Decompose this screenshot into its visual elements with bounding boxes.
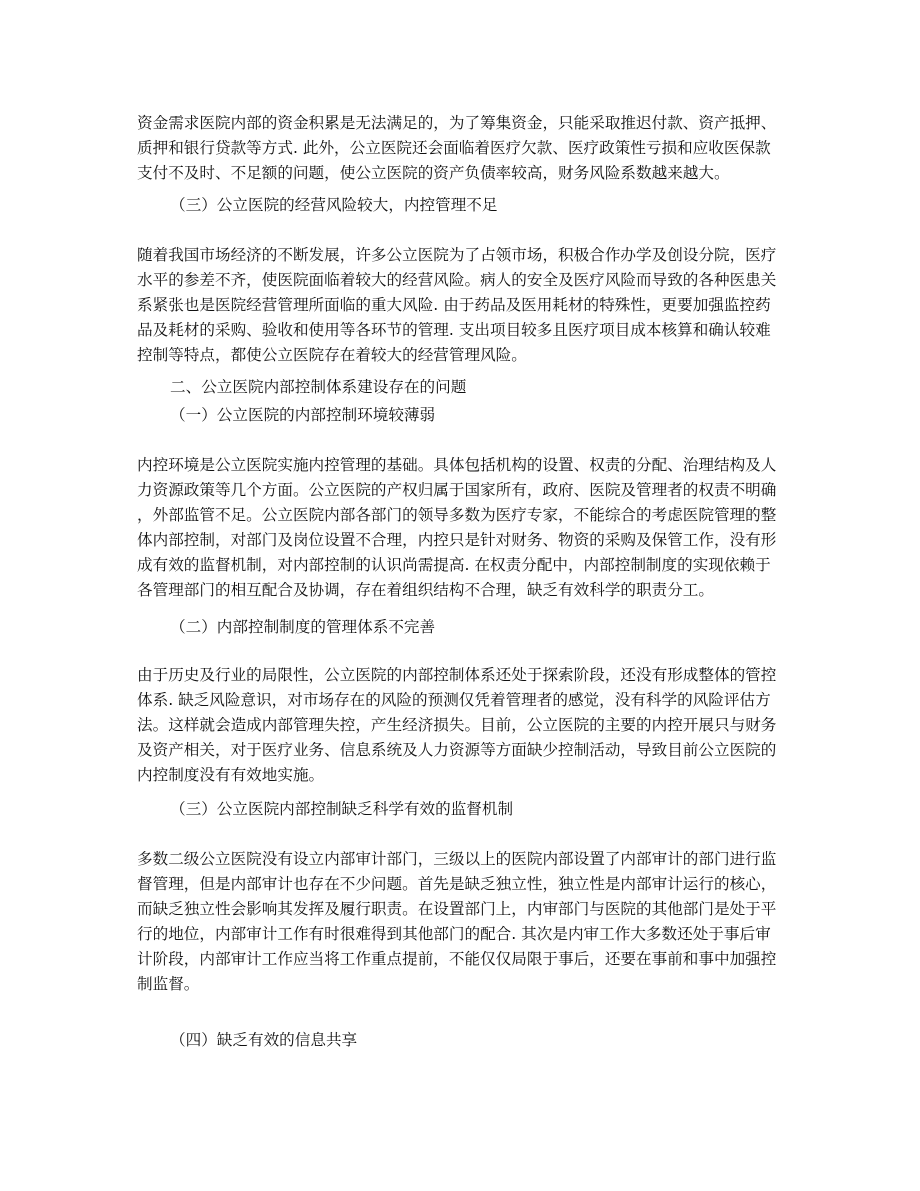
text-line: 成有效的监督机制，对内部控制的认识尚需提高. 在权责分配中，内部控制制度的实现依赖于 xyxy=(137,556,771,574)
text-line: 力资源政策等几个方面。公立医院的产权归属于国家所有，政府、医院及管理者的权责不明确 xyxy=(137,481,777,499)
text-line: 内控制度没有有效地实施。 xyxy=(137,766,325,784)
text-line: 各管理部门的相互配合及协调，存在着组织结构不合理，缺乏有效科学的职责分工。 xyxy=(137,581,714,599)
paragraph-operating-risk xyxy=(137,243,787,368)
text-line: 督管理，但是内部审计也存在不少问题。首先是缺乏独立性，独立性是内部审计运行的核心， xyxy=(137,875,777,893)
text-line: 控制等特点，都使公立医院存在着较大的经营管理风险。 xyxy=(137,346,527,364)
chapter-heading-problems: 二、公立医院内部控制体系建设存在的问题 xyxy=(170,378,467,396)
text-line: 法。这样就会造成内部管理失控，产生经济损失。目前，公立医院的主要的内控开展只与财务 xyxy=(137,716,777,734)
section-heading-supervision: （三）公立医院内部控制缺乏科学有效的监督机制 xyxy=(170,800,514,818)
text-line: ，外部监管不足。公立医院内部各部门的领导多数为医疗专家，不能综合的考虑医院管理的整 xyxy=(137,506,777,524)
text-line: 制监督。 xyxy=(137,975,200,993)
section-heading-management-system: （二）内部控制制度的管理体系不完善 xyxy=(170,618,436,636)
text-line: 由于历史及行业的局限性，公立医院的内部控制体系还处于探索阶段，还没有形成整体的管控 xyxy=(137,666,777,684)
text-line: 及资产相关，对于医疗业务、信息系统及人力资源等方面缺少控制活动，导致目前公立医院的 xyxy=(137,741,777,759)
section-heading-control-environment: （一）公立医院的内部控制环境较薄弱 xyxy=(170,406,436,424)
paragraph-funding-risk xyxy=(137,111,787,186)
section-heading-information-sharing: （四）缺乏有效的信息共享 xyxy=(170,1031,358,1049)
text-line: 品及耗材的采购、验收和使用等各环节的管理. 支出项目较多且医疗项目成本核算和确认较难 xyxy=(137,321,771,339)
paragraph-management-system xyxy=(137,663,787,788)
text-line: 资金需求医院内部的资金积累是无法满足的，为了筹集资金，只能采取推迟付款、资产抵押、 xyxy=(137,114,777,132)
text-line: 行的地位，内部审计工作有时很难得到其他部门的配合. 其次是内审工作大多数还处于事后审 xyxy=(137,925,771,943)
text-line: 计阶段，内部审计工作应当将工作重点提前，不能仅仅局限于事后，还要在事前和事中加强控 xyxy=(137,950,777,968)
paragraph-control-environment xyxy=(137,453,787,603)
text-line: 系紧张也是医院经营管理所面临的重大风险. 由于药品及医用耗材的特殊性，更要加强监控药 xyxy=(137,296,771,314)
text-line: 质押和银行贷款等方式. 此外，公立医院还会面临着医疗欠款、医疗政策性亏损和应收医保款 xyxy=(137,139,771,157)
text-line: 体系. 缺乏风险意识，对市场存在的风险的预测仅凭着管理者的感觉，没有科学的风险评估方 xyxy=(137,691,771,709)
text-line: 随着我国市场经济的不断发展，许多公立医院为了占领市场，积极合作办学及创设分院，医疗 xyxy=(137,246,777,264)
text-line: 体内部控制，对部门及岗位设置不合理，内控只是针对财务、物资的采购及保管工作，没有形 xyxy=(137,531,777,549)
text-line: 多数二级公立医院没有设立内部审计部门，三级以上的医院内部设置了内部审计的部门进行监 xyxy=(137,850,777,868)
text-line: 支付不及时、不足额的问题，使公立医院的资产负债率较高，财务风险系数越来越大。 xyxy=(137,164,730,182)
paragraph-supervision xyxy=(137,847,787,997)
section-heading-operating-risk: （三）公立医院的经营风险较大，内控管理不足 xyxy=(170,196,498,214)
text-line: 而缺乏独立性会影响其发挥及履行职责。在设置部门上，内审部门与医院的其他部门是处于平 xyxy=(137,900,777,918)
text-line: 内控环境是公立医院实施内控管理的基础。具体包括机构的设置、权责的分配、治理结构及人 xyxy=(137,456,777,474)
text-line: 水平的参差不齐，使医院面临着较大的经营风险。病人的安全及医疗风险而导致的各种医患关 xyxy=(137,271,777,289)
